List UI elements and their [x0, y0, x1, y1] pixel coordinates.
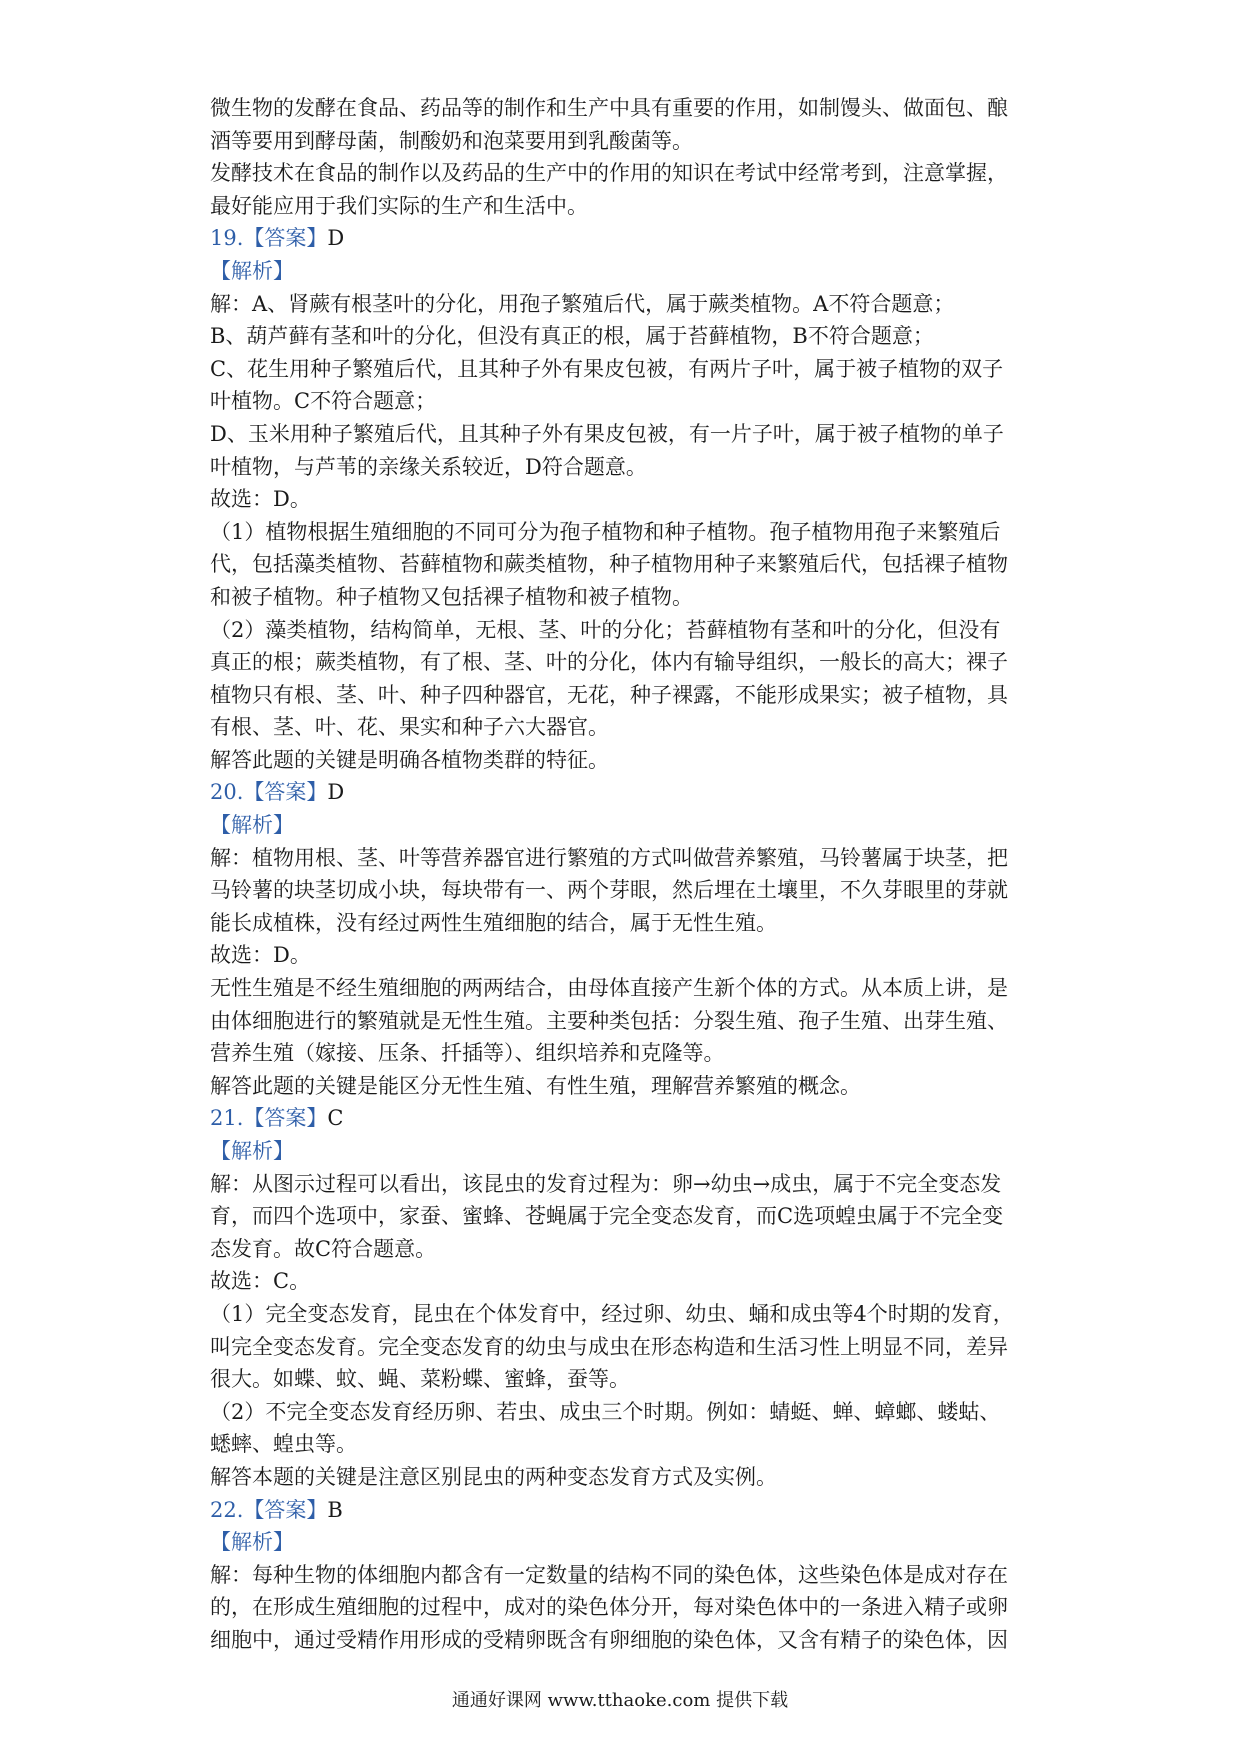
line-text: 有根、茎、叶、花、果实和种子六大器官。 — [210, 715, 609, 740]
text-line — [210, 483, 1040, 516]
text-line — [210, 1559, 1040, 1592]
text-line — [210, 1070, 1040, 1103]
line-text: 育，而四个选项中，家蚕、蜜蜂、苍蝇属于完全变态发育，而C选项蝗虫属于不完全变 — [210, 1204, 1004, 1229]
text-line — [210, 842, 1040, 875]
answer-tag: 【答案】 — [243, 780, 328, 805]
answer-value: B — [327, 1497, 343, 1522]
text-line — [210, 1168, 1040, 1201]
line-text: 叶植物，与芦苇的亲缘关系较近，D符合题意。 — [210, 454, 647, 479]
line-text: 营养生殖（嫁接、压条、扦插等）、组织培养和克隆等。 — [210, 1041, 725, 1066]
answer-value: C — [327, 1106, 344, 1131]
line-text: 态发育。故C符合题意。 — [210, 1236, 437, 1261]
line-text: 能长成植株，没有经过两性生殖细胞的结合，属于无性生殖。 — [210, 910, 777, 935]
line-text: 解：A、肾蕨有根茎叶的分化，用孢子繁殖后代，属于蕨类植物。A不符合题意； — [210, 291, 955, 316]
line-text: 故选：D。 — [210, 487, 311, 512]
text-line — [210, 1624, 1040, 1657]
line-text: （1）完全变态发育，昆虫在个体发育中，经过卵、幼虫、蛹和成虫等4个时期的发育， — [210, 1301, 1014, 1326]
answer-heading — [210, 776, 1040, 809]
text-line — [210, 1233, 1040, 1266]
analysis-tag: 【解析】 — [210, 1530, 294, 1555]
line-text: 解答此题的关键是明确各植物类群的特征。 — [210, 747, 609, 772]
line-text: 最好能应用于我们实际的生产和生活中。 — [210, 193, 588, 218]
answer-heading — [210, 1494, 1040, 1527]
text-line — [210, 679, 1040, 712]
analysis-heading — [210, 1526, 1040, 1559]
line-text: 发酵技术在食品的制作以及药品的生产中的作用的知识在考试中经常考到，注意掌握， — [210, 161, 1008, 186]
text-line — [210, 1005, 1040, 1038]
line-text: 酒等要用到酵母菌，制酸奶和泡菜要用到乳酸菌等。 — [210, 128, 693, 153]
text-line — [210, 646, 1040, 679]
text-line — [210, 1591, 1040, 1624]
text-line — [210, 320, 1040, 353]
text-line — [210, 548, 1040, 581]
text-line — [210, 581, 1040, 614]
line-text: 真正的根；蕨类植物，有了根、茎、叶的分化，体内有输导组织，一般长的高大；裸子 — [210, 650, 1008, 675]
text-line — [210, 92, 1040, 125]
text-line — [210, 907, 1040, 940]
analysis-heading — [210, 255, 1040, 288]
line-text: 解：每种生物的体细胞内都含有一定数量的结构不同的染色体，这些染色体是成对存在 — [210, 1562, 1008, 1587]
text-line — [210, 190, 1040, 223]
analysis-tag: 【解析】 — [210, 1139, 294, 1163]
line-text: 解答此题的关键是能区分无性生殖、有性生殖，理解营养繁殖的概念。 — [210, 1073, 861, 1098]
line-text: 的，在形成生殖细胞的过程中，成对的染色体分开，每对染色体中的一条进入精子或卵 — [210, 1595, 1008, 1620]
answer-tag: 【答案】 — [243, 1106, 328, 1131]
text-line — [210, 874, 1040, 907]
text-line — [210, 1363, 1040, 1396]
analysis-heading — [210, 809, 1040, 842]
line-text: 解：从图示过程可以看出，该昆虫的发育过程为：卵→幼虫→成虫，属于不完全变态发 — [210, 1171, 1002, 1196]
line-text: D、玉米用种子繁殖后代，且其种子外有果皮包被，有一片子叶，属于被子植物的单子 — [210, 421, 1004, 446]
text-line — [210, 1037, 1040, 1070]
answer-value: D — [327, 226, 345, 251]
text-line — [210, 1396, 1040, 1429]
line-text: 代，包括藻类植物、苔藓植物和蕨类植物，种子植物用种子来繁殖后代，包括裸子植物 — [210, 552, 1008, 577]
text-line — [210, 1461, 1040, 1494]
text-line — [210, 1265, 1040, 1298]
text-line — [210, 972, 1040, 1005]
question-number: 19. — [210, 226, 244, 251]
text-line — [210, 288, 1040, 321]
line-text: 故选：C。 — [210, 1269, 311, 1294]
answer-tag: 【答案】 — [243, 1497, 328, 1522]
text-line — [210, 614, 1040, 647]
analysis-tag: 【解析】 — [210, 258, 294, 283]
text-line — [210, 451, 1040, 484]
line-text: B、葫芦藓有茎和叶的分化，但没有真正的根，属于苔藓植物，B不符合题意； — [210, 324, 934, 349]
line-text: 解答本题的关键是注意区别昆虫的两种变态发育方式及实例。 — [210, 1464, 777, 1489]
analysis-tag: 【解析】 — [210, 813, 294, 838]
line-text: 蟋蟀、蝗虫等。 — [210, 1432, 357, 1457]
text-line — [210, 711, 1040, 744]
question-number: 22. — [210, 1497, 244, 1522]
line-text: C、花生用种子繁殖后代，且其种子外有果皮包被，有两片子叶，属于被子植物的双子 — [210, 356, 1004, 381]
answer-heading — [210, 222, 1040, 255]
text-line — [210, 157, 1040, 190]
text-line — [210, 516, 1040, 549]
page-footer: 通通好课网 www.tthaoke.com 提供下载 — [451, 1690, 789, 1711]
answer-value: D — [327, 780, 345, 805]
line-text: （1）植物根据生殖细胞的不同可分为孢子植物和种子植物。孢子植物用孢子来繁殖后 — [210, 519, 1001, 544]
line-text: 植物只有根、茎、叶、种子四种器官，无花，种子裸露，不能形成果实；被子植物，具 — [210, 682, 1008, 707]
line-text: 解：植物用根、茎、叶等营养器官进行繁殖的方式叫做营养繁殖，马铃薯属于块茎，把 — [210, 845, 1008, 870]
line-text: 叶植物。C不符合题意； — [210, 389, 437, 414]
question-number: 20. — [210, 780, 244, 805]
line-text: （2）藻类植物，结构简单，无根、茎、叶的分化；苔藓植物有茎和叶的分化，但没有 — [210, 617, 1001, 642]
line-text: （2）不完全变态发育经历卵、若虫、成虫三个时期。例如：蜻蜓、蝉、蟑螂、蝼蛄、 — [210, 1399, 1001, 1424]
line-text: 马铃薯的块茎切成小块，每块带有一、两个芽眼，然后埋在土壤里，不久芽眼里的芽就 — [210, 878, 1008, 903]
text-line — [210, 385, 1040, 418]
text-line — [210, 418, 1040, 451]
line-text: 微生物的发酵在食品、药品等的制作和生产中具有重要的作用，如制馒头、做面包、酿 — [210, 96, 1008, 120]
answer-heading — [210, 1102, 1040, 1135]
text-line — [210, 1428, 1040, 1461]
line-text: 很大。如蝶、蚊、蝇、菜粉蝶、蜜蜂，蚕等。 — [210, 1367, 630, 1392]
text-line — [210, 1331, 1040, 1364]
line-text: 细胞中，通过受精作用形成的受精卵既含有卵细胞的染色体，又含有精子的染色体，因 — [210, 1627, 1008, 1652]
line-text: 无性生殖是不经生殖细胞的两两结合，由母体直接产生新个体的方式。从本质上讲，是 — [210, 976, 1008, 1001]
text-line — [210, 125, 1040, 158]
line-text: 叫完全变态发育。完全变态发育的幼虫与成虫在形态构造和生活习性上明显不同，差异 — [210, 1334, 1008, 1359]
line-text: 和被子植物。种子植物又包括裸子植物和被子植物。 — [210, 584, 693, 609]
question-number: 21. — [210, 1106, 244, 1131]
text-line — [210, 939, 1040, 972]
answer-tag: 【答案】 — [243, 226, 328, 251]
line-text: 故选：D。 — [210, 943, 311, 968]
text-line — [210, 744, 1040, 777]
line-text: 由体细胞进行的繁殖就是无性生殖。主要种类包括：分裂生殖、孢子生殖、出芽生殖、 — [210, 1008, 1008, 1033]
text-line — [210, 353, 1040, 386]
document-body — [210, 92, 1040, 1657]
text-line — [210, 1200, 1040, 1233]
analysis-heading — [210, 1135, 1040, 1168]
text-line — [210, 1298, 1040, 1331]
